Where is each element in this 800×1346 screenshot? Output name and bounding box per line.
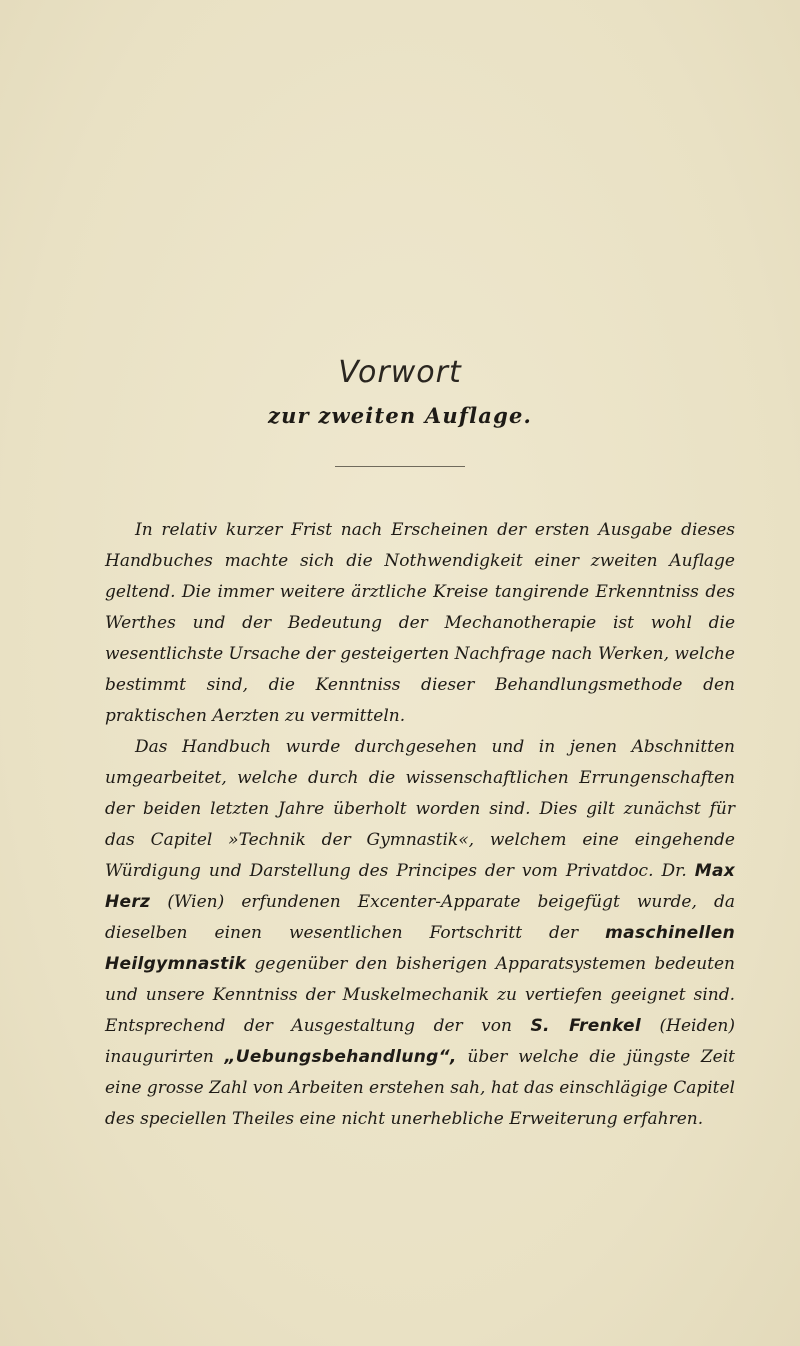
person-name-frenkel: S. Frenkel [530,1016,641,1036]
paragraph-1: In relativ kurzer Frist nach Erscheinen der ersten Ausgabe dieses Handbuches machte sich die Nothwendigkeit einer zweiten Auflage geltend. Die immer weitere ärztliche Kreise tangirende Erkenntniss des Werthes und der Bedeutung der Mechanotherapie ist wohl die wesentlichste Ursache der gesteigerten Nachfrage nach Werken, welche bestimmt sind, die Kenntniss dieser Behandlungsmethode den praktischen Aerzten zu vermitteln. [105,520,735,726]
paragraph-2 [105,732,735,1135]
term-uebungsbehandlung: „Uebungsbehandlung“, [224,1047,457,1067]
body-text [105,515,735,1135]
paragraph-2-text-4: (Heiden) inaugurirten [105,1016,735,1067]
person-name-max-herz: Max Herz [105,861,735,912]
paragraph-2-text-3: gegenüber den bisherigen Apparatsystemen bedeuten und unsere Kenntniss der Muskelmechanik zu vertiefen geeignet sind. Entsprechend der Ausgestaltung der von [105,954,735,1036]
term-maschinelle-heilgymnastik: maschinellen Heilgymnastik [105,923,735,974]
paragraph-2-text-5: über welche die jüngste Zeit eine grosse Zahl von Arbeiten erstehen sah, hat das einschlägige Capitel des speciellen Theiles eine nicht unerhebliche Erweiterung erfahren. [105,1047,735,1129]
page-subtitle: zur zweiten Auflage. [267,403,533,428]
divider-rule [335,466,465,467]
paragraph-2-text-1: Das Handbuch wurde durchgesehen und in jenen Abschnitten umgearbeitet, welche durch die wissenschaftlichen Errungenschaften der beiden letzten Jahre überholt worden sind. Dies gilt zunächst für das Capitel »Technik der Gymnastik«, welchem eine eingehende Würdigung und Darstellung des Principes der vom Privatdoc. Dr. [105,737,735,881]
page-title: Vorwort [338,355,462,390]
paragraph-2-text-2: (Wien) erfundenen Excenter-Apparate beigefügt wurde, da dieselben einen wesentlichen Fortschritt der [105,892,735,943]
